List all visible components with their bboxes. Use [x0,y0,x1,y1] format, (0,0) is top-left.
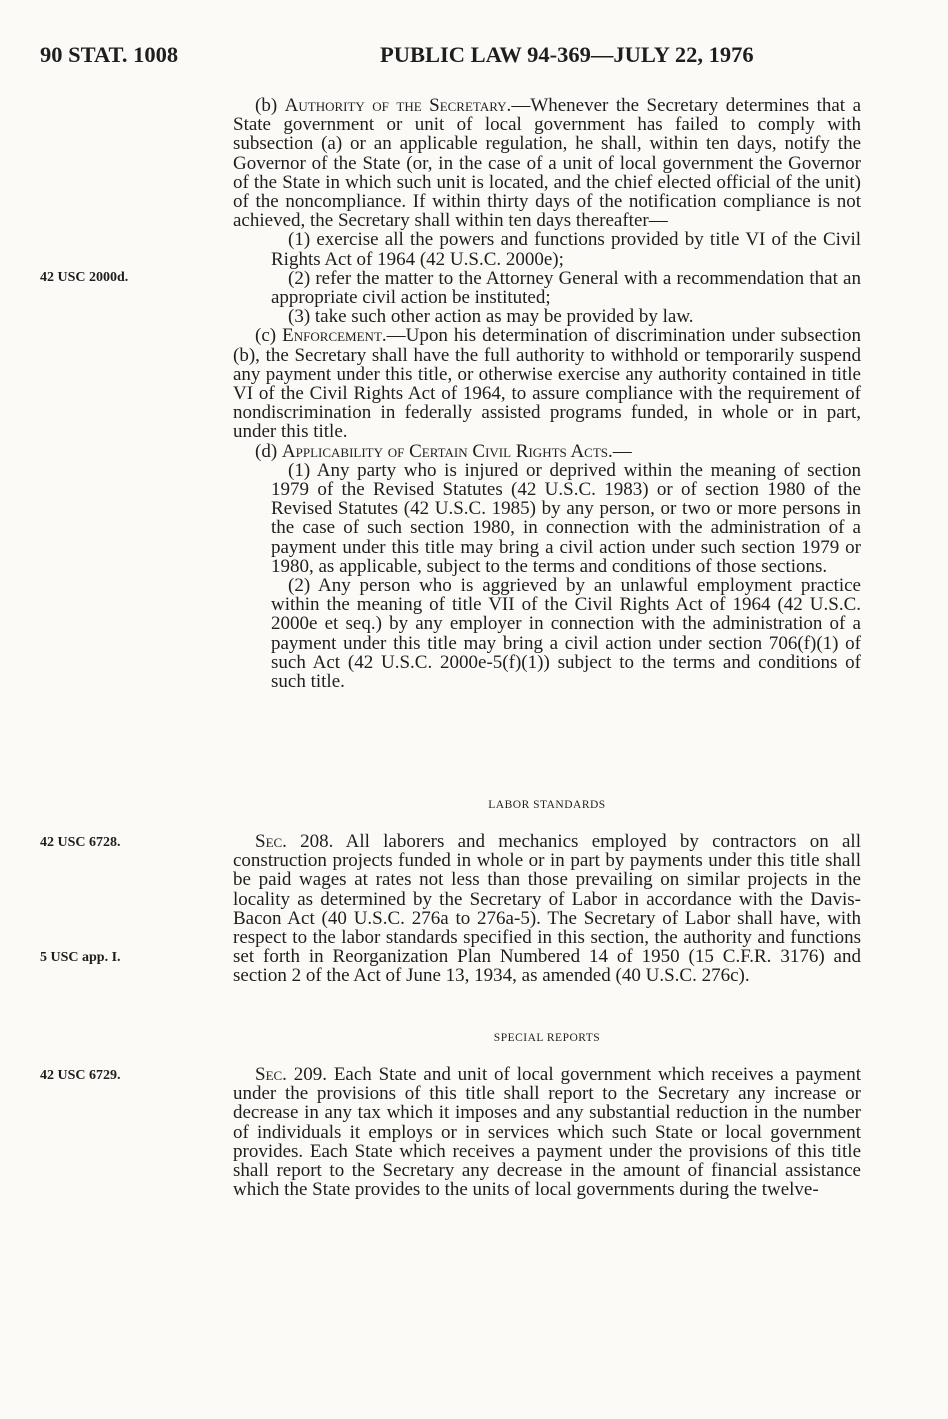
paragraph: Sec. 209. Each State and unit of local government which receives a payment under the provisions of this title shall report to the Secretary any increase or decrease in any tax which it imposes and any substantial reduction in the number of individuals it employs or in services which such State or local government provides. Each State which receives a payment under the provisions of this title shall report to the Secretary any decrease in the amount of financial assistance which the State provides to the units of local governments during the twelve- [233,1064,861,1201]
paragraph: (d) Applicability of Certain Civil Rights Acts.— [255,440,632,462]
section-heading: LABOR STANDARDS [488,799,606,811]
subsection-title: Applicability of Certain Civil Rights Acts. [281,440,613,462]
section-209 [233,1065,861,1199]
list-item: (1) Any party who is injured or deprived within the meaning of section 1979 of the Revised Statutes (42 U.S.C. 1983) or of section 1980 of the Revised Statutes (42 U.S.C. 1985) by any person, or two or more persons in the case of such section 1980, in connection with the administration of a payment under this title may bring a civil action under such section 1979 or 1980, as applicable, subject to the terms and conditions of those sections. [271,459,861,577]
paragraph: (b) Authority of the Secretary.—Whenever the Secretary determines that a State government or unit of local government has failed to comply with subsection (a) or an applicable regulation, he shall, within ten days, notify the Governor of the State (or, in the case of a unit of local government the Governor of the State in which such unit is located, and the chief elected official of the unit) of the noncompliance. If within thirty days of the notification compliance is not achieved, the Secretary shall within ten days thereafter— [233,95,862,232]
paragraph: (c) Enforcement.—Upon his determination of discrimination under subsection (b), the Secretary shall have the full authority to withhold or temporarily suspend any payment under this title, or otherwise exercise any authority contained in title VI of the Civil Rights Act of 1964, to assure compliance with the requirement of nondiscrimination in federally assisted programs funded, in whole or in part, under this title. [233,325,861,443]
margin-note: 42 USC 2000d. [40,270,129,285]
section-heading: SPECIAL REPORTS [493,1032,601,1044]
paragraph: Sec. 208. All laborers and mechanics employed by contractors on all construction projects funded in whole or in part by payments under this title shall be paid wages at rates not less than those prevailing on similar projects in the locality as determined by the Secretary of Labor in accordance with the Davis-Bacon Act (40 U.S.C. 276a to 276a-5). The Secretary of Labor shall have, with respect to the labor standards specified in this section, the authority and functions set forth in Reorganization Plan Numbered 14 of 1950 (15 C.F.R. 3176) and section 2 of the Act of June 13, 1934, as amended (40 U.S.C. 276c). [233,831,861,987]
page-header [40,38,858,72]
section-number: Sec. 209. [255,1064,327,1085]
subsection-title: Enforcement. [282,325,387,347]
margin-note: 42 USC 6728. [40,835,121,850]
list-item: (3) take such other action as may be provided by law. [288,306,694,328]
list-item: (2) Any person who is aggrieved by an unlawful employment practice within the meaning of title VII of the Civil Rights Act of 1964 (42 U.S.C. 2000e et seq.) by any employer in connection with the administration of a payment under this title may bring a civil action under section 706(f)(1) of such Act (42 U.S.C. 2000e-5(f)(1)) subject to the terms and conditions of such title. [271,575,861,693]
list-item: (2) refer the matter to the Attorney General with a recommendation that an appropriate civil action be instituted; [271,267,861,309]
public-law-title: PUBLIC LAW 94-369—JULY 22, 1976 [380,42,754,67]
margin-note: 42 USC 6729. [40,1068,121,1083]
section-number: Sec. 208. [255,831,334,852]
stat-citation: 90 STAT. 1008 [40,42,179,67]
section-208 [233,832,861,986]
list-item: (1) exercise all the powers and functions provided by title VI of the Civil Rights Act of 1964 (42 U.S.C. 2000e); [271,229,861,270]
subsection-title: Authority of the Secretary. [284,95,512,116]
section-b-c-d [233,96,861,691]
margin-note: 5 USC app. I. [40,950,121,965]
